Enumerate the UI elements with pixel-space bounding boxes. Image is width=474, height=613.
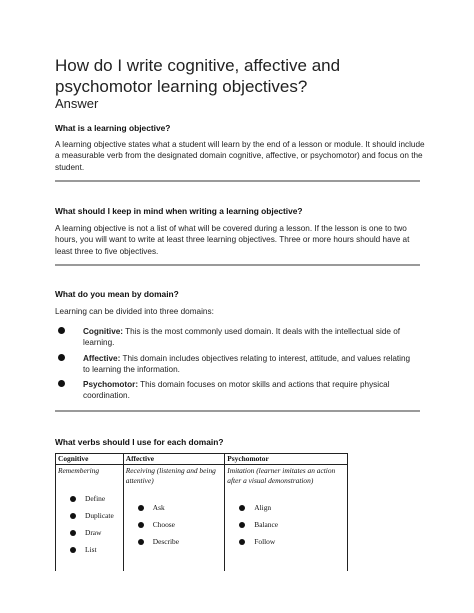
answer-paragraph: A learning objective states what a student will learn by the end of a lesson or module. It should include a measurable verb from the designated domain cognitive, affective, or psychomotor) and focus on the student. [55,140,425,172]
bullet-icon [70,547,76,553]
table-cell: Receiving (listening and being attentive) [123,465,225,490]
list-item [126,504,223,521]
answer-paragraph: A learning objective is not a list of what will be covered during a lesson. If the lesson is one to two hours, you will want to write at least three learning objectives. Three or more hours should have at least three to five objectives. [55,224,410,256]
bullet-icon [138,522,144,528]
question-heading: What should I keep in mind when writing a learning objective? [55,206,303,216]
list-item [227,521,345,538]
bullet-icon [58,380,65,387]
table-cell [123,489,225,571]
bullet-icon [58,354,65,361]
bullet-icon [239,522,245,528]
list-item [58,379,418,402]
verb: Draw [85,528,102,537]
section-divider [55,264,420,266]
verb: Ask [152,503,165,512]
list-item [227,538,345,555]
answer-heading: Answer [55,96,99,111]
table-header-cell: Psychomotor [225,454,348,465]
question-heading: What do you mean by domain? [55,289,179,299]
table-header-cell: Affective [123,454,225,465]
domain-description: This domain focuses on motor skills and actions that require physical coordination. [83,380,390,401]
domain-term: Affective: [83,353,121,363]
bullet-icon [70,530,76,536]
table-cell: Remembering [56,465,124,490]
verbs-table [55,453,348,571]
list-item [227,504,345,521]
table-cell [56,489,124,571]
verb: Duplicate [85,511,114,520]
bullet-icon [58,327,65,334]
page-title: How do I write cognitive, affective and psychomotor learning objectives? [55,56,341,96]
list-item [58,353,418,376]
verb: Align [254,503,272,512]
verb-list [126,504,223,555]
bullet-icon [239,505,245,511]
list-item [58,326,418,349]
list-item [58,529,121,546]
verb: Balance [254,520,279,529]
section-divider [55,410,420,412]
verb-list [58,495,121,563]
list-item [126,521,223,538]
bullet-icon [70,496,76,502]
section-divider [55,180,420,182]
table-row [56,465,348,490]
verb: Choose [152,520,175,529]
list-item [58,512,121,529]
verb-list [227,504,345,555]
table-cell: Imitation (learner imitates an action after a visual demonstration) [225,465,348,490]
question-heading: What verbs should I use for each domain? [55,437,224,447]
verb: Describe [152,537,180,546]
list-item [126,538,223,555]
table-header-cell: Cognitive [56,454,124,465]
list-item [58,495,121,512]
verb: Define [85,494,106,503]
table-header-row [56,454,348,465]
verb: List [85,545,97,554]
table-row [56,489,348,571]
bullet-icon [70,513,76,519]
domain-list [58,326,418,406]
question-heading: What is a learning objective? [55,123,171,133]
answer-paragraph: Learning can be divided into three domains: [55,307,214,316]
bullet-icon [138,505,144,511]
list-item [58,546,121,563]
bullet-icon [239,539,245,545]
verb: Follow [254,537,276,546]
table-cell [225,489,348,571]
bullet-icon [138,539,144,545]
domain-term: Psychomotor: [83,380,139,390]
domain-description: This domain includes objectives relating to interest, attitude, and values relating to learning the information. [83,353,411,374]
domain-description: This is the most commonly used domain. It deals with the intellectual side of learning. [83,327,401,348]
domain-term: Cognitive: [83,327,124,336]
